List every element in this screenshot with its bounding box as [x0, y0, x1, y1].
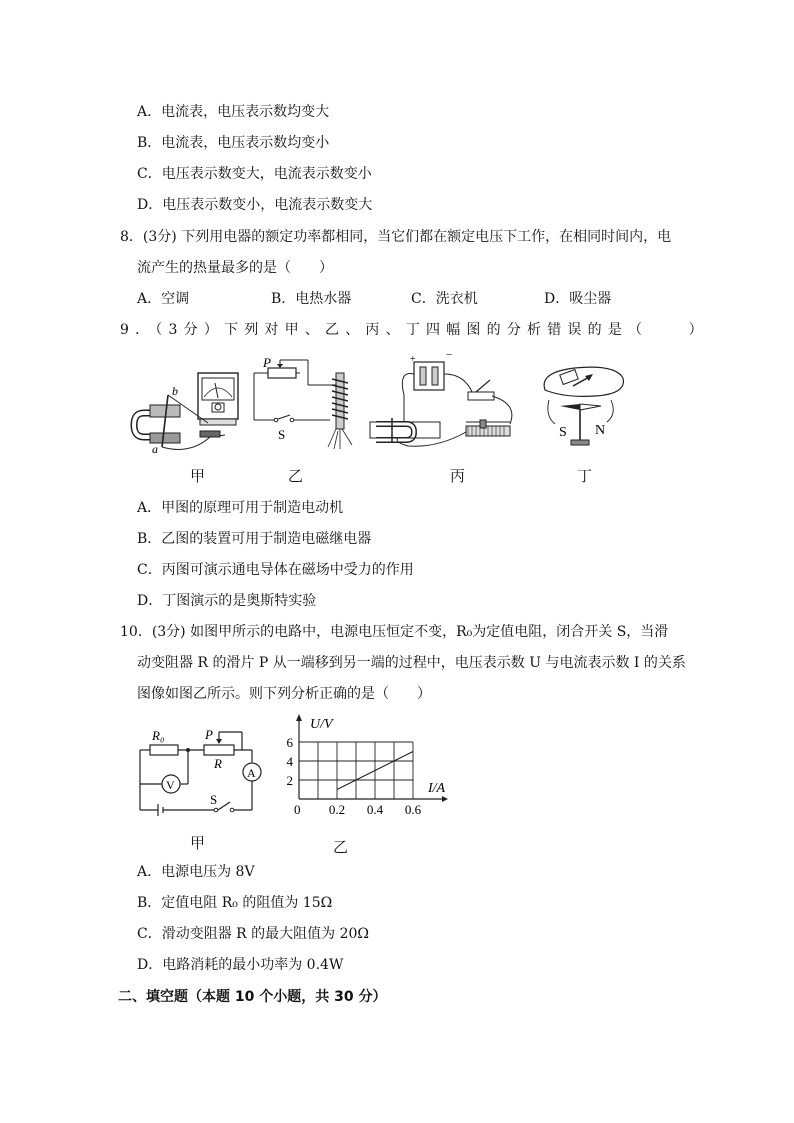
circuit-label-a: A: [247, 766, 256, 780]
q7-option-d: D．电压表示数变小，电流表示数变大: [137, 197, 373, 213]
q9-option-a: A．甲图的原理可用于制造电动机: [137, 500, 344, 516]
bing-label-minus: −: [446, 350, 453, 361]
q9-figure-bing: [368, 350, 528, 455]
q10-caption-jia: 甲: [190, 834, 206, 852]
x-tick-label: 0.6: [404, 802, 422, 817]
ding-label-n: N: [595, 423, 606, 438]
q7-option-c: C．电压表示数变大，电流表示数变小: [137, 166, 372, 182]
circuit-label-s: S: [210, 792, 218, 807]
x-axis-label: I/A: [428, 781, 446, 796]
section-heading: 二、填空题（本题 10 个小题，共 30 分）: [118, 989, 387, 1005]
y-tick-label: 4: [286, 754, 293, 769]
q8-stem-line1: 8．(3分) 下列用电器的额定功率都相同，当它们都在额定电压下工作，在相同时间内，电: [120, 229, 672, 245]
q9-caption-yi: 乙: [288, 467, 304, 485]
q8-option-a: A．空调: [137, 291, 190, 307]
q9-caption-ding: 丁: [577, 467, 593, 485]
q9-option-b: B．乙图的装置可用于制造电磁继电器: [137, 531, 372, 547]
q10-option-d: D．电路消耗的最小功率为 0.4W: [137, 957, 344, 973]
chart-grid: [299, 742, 413, 799]
x-tick-label: 0.4: [366, 802, 384, 817]
q9-figure-yi: [248, 355, 358, 453]
jia-label-b: b: [172, 384, 178, 398]
y-axis-arrow: [296, 714, 302, 721]
q10-stem-line3: 图像如图乙所示。则下列分析正确的是（ ）: [137, 686, 431, 702]
q9-option-c: C．丙图可演示通电导体在磁场中受力的作用: [137, 562, 414, 578]
q9-stem: 9．（3分）下列对甲、乙、丙、丁四幅图的分析错误的是（ ）: [120, 322, 709, 338]
q9-caption-bing: 丙: [450, 467, 466, 485]
q10-circuit-diagram: [130, 722, 270, 822]
y-tick-label: 2: [286, 773, 293, 788]
y-tick-label: 6: [286, 735, 293, 750]
yi-label-s: S: [278, 427, 286, 442]
q7-option-b: B．电流表，电压表示数均变小: [137, 135, 330, 151]
circuit-label-v: V: [166, 778, 175, 792]
x-tick-label: 0.2: [328, 802, 346, 817]
q10-stem-line1: 10．(3分) 如图甲所示的电路中，电源电压恒定不变，R₀为定值电阻，闭合开关 S，当滑: [120, 624, 669, 640]
circuit-label-r0: R₀: [152, 728, 165, 743]
q10-option-a: A．电源电压为 8V: [137, 864, 255, 880]
q8-option-c: C．洗衣机: [411, 291, 478, 307]
q9-caption-jia: 甲: [190, 467, 206, 485]
origin-label: 0: [294, 802, 301, 817]
q8-option-d: D．吸尘器: [544, 291, 612, 307]
q9-figure-ding: [535, 360, 635, 452]
bing-label-plus: +: [410, 354, 416, 365]
q9-option-d: D．丁图演示的是奥斯特实验: [137, 593, 317, 609]
q7-option-a: A．电流表，电压表示数均变大: [137, 104, 330, 120]
q8-stem-line2: 流产生的热量最多的是（ ）: [137, 260, 333, 276]
y-axis-label: U/V: [310, 717, 333, 732]
ding-label-s: S: [559, 425, 567, 440]
q8-option-b: B．电热水器: [271, 291, 352, 307]
q9-figure-jia: [130, 365, 250, 460]
jia-label-a: a: [152, 442, 158, 456]
x-axis-arrow: [442, 796, 448, 802]
q10-caption-yi: 乙: [333, 838, 349, 856]
q10-stem-line2: 动变阻器 R 的滑片 P 从一端移到另一端的过程中，电压表示数 U 与电流表示数 I 的关系: [137, 655, 686, 671]
circuit-label-r: R: [214, 756, 222, 771]
q10-ui-graph: [280, 712, 460, 824]
yi-label-p: P: [263, 355, 271, 370]
q10-option-c: C．滑动变阻器 R 的最大阻值为 20Ω: [137, 926, 370, 942]
q10-option-b: B．定值电阻 R₀ 的阻值为 15Ω: [137, 895, 333, 911]
circuit-label-p: P: [205, 727, 213, 742]
